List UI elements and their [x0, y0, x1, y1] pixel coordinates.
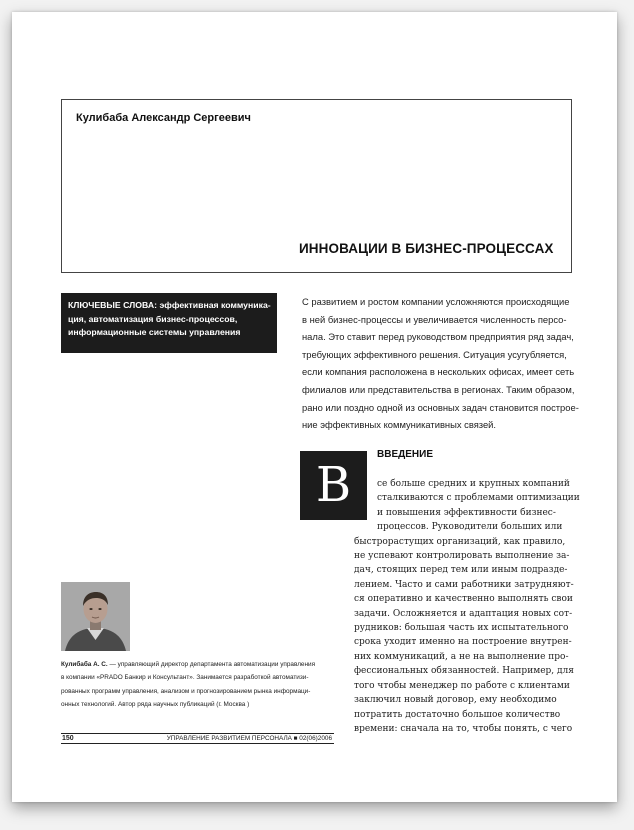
intro-line: ние эффективных коммуникативных связей.	[302, 419, 497, 431]
body-line: лением. Часто и сами работники затрудняют-	[354, 579, 574, 590]
body-line: заключил новый договор, ему необходимо	[354, 695, 557, 706]
keywords-line: ция, автоматизация бизнес-процессов,	[68, 313, 238, 324]
bio-line: онных технологий. Автор ряда научных публикаций (г. Москва )	[61, 700, 250, 708]
intro-paragraph	[302, 293, 579, 434]
article-header-box	[61, 99, 572, 273]
page-number: 150	[62, 735, 74, 742]
body-line: сталкиваются с проблемами оптимизации	[377, 493, 580, 504]
body-text	[354, 477, 580, 736]
intro-line: нала. Это ставит перед руководством предприятия ряд задач,	[302, 331, 574, 343]
body-line: фессиональных обязанностей. Например, для	[354, 666, 574, 677]
page-footer	[61, 733, 334, 744]
journal-issue: УПРАВЛЕНИЕ РАЗВИТИЕМ ПЕРСОНАЛА ■ 02(06)2006	[166, 735, 332, 742]
bio-line	[61, 658, 341, 671]
intro-line: если компания расположена в нескольких офисах, имеет сеть	[302, 366, 575, 378]
keywords-box	[61, 293, 277, 353]
bio-line: рованных программ управления, анализом и прогнозированием рынка информаци-	[61, 687, 311, 695]
intro-line: С развитием и ростом компании усложняются происходящие	[302, 296, 570, 307]
body-line: рудников: большая часть их испытательного	[354, 623, 569, 634]
bio-name: Кулибаба А. С.	[61, 661, 108, 668]
intro-line: филиалов или представительства в регионах. Таким образом,	[302, 383, 575, 395]
body-line: не успевают контролировать выполнение за-	[354, 551, 570, 562]
body-line: того чтобы менеджер по работе с клиентами	[354, 680, 570, 691]
author-photo	[61, 582, 130, 651]
author-portrait-icon	[61, 582, 130, 651]
bio-line: в компании «PRADO Банкир и Консультант». Занимается разработкой автоматизи-	[61, 674, 309, 682]
body-line: быстрорастущих организаций, как правило,	[354, 536, 566, 547]
keywords-line: информационные системы управления	[68, 327, 241, 337]
keywords-line: КЛЮЧЕВЫЕ СЛОВА: эффективная коммуника-	[68, 300, 271, 310]
article-title: ИННОВАЦИИ В БИЗНЕС-ПРОЦЕССАХ	[299, 241, 554, 256]
intro-line: рано или поздно одной из основных задач становится построе-	[302, 401, 579, 413]
intro-line: в ней бизнес-процессы и увеличивается численность персо-	[302, 313, 567, 325]
author-bio	[61, 658, 341, 711]
bio-line-rest: — управляющий директор департамента автоматизации управления	[107, 661, 316, 668]
body-line: ся оперативно и качественно выполнять свои	[354, 594, 573, 605]
body-line: потратить достаточно большое количество	[354, 709, 561, 720]
body-line: и повышения эффективности бизнес-	[377, 507, 556, 518]
body-line: процессов. Руководители больших или	[377, 522, 563, 533]
body-line: дач, стоящих перед тем или иным подразде-	[354, 565, 568, 576]
body-line: них коммуникаций, а не на выполнение про-	[354, 651, 569, 662]
body-line: срока уходит именно на построение внутрен-	[354, 637, 572, 648]
body-line: се больше средних и крупных компаний	[377, 479, 570, 489]
body-line: времени: сначала на то, чтобы понять, с чего	[354, 723, 573, 734]
author-name: Кулибаба Александр Сергеевич	[76, 112, 251, 124]
body-line: задачи. Осложняется и адаптация новых сот-	[354, 608, 573, 619]
section-heading: ВВЕДЕНИЕ	[377, 449, 433, 460]
intro-line: требующих эффективного решения. Ситуация усугубляется,	[302, 348, 567, 360]
magazine-page	[12, 12, 617, 802]
drop-cap: В	[300, 451, 367, 520]
